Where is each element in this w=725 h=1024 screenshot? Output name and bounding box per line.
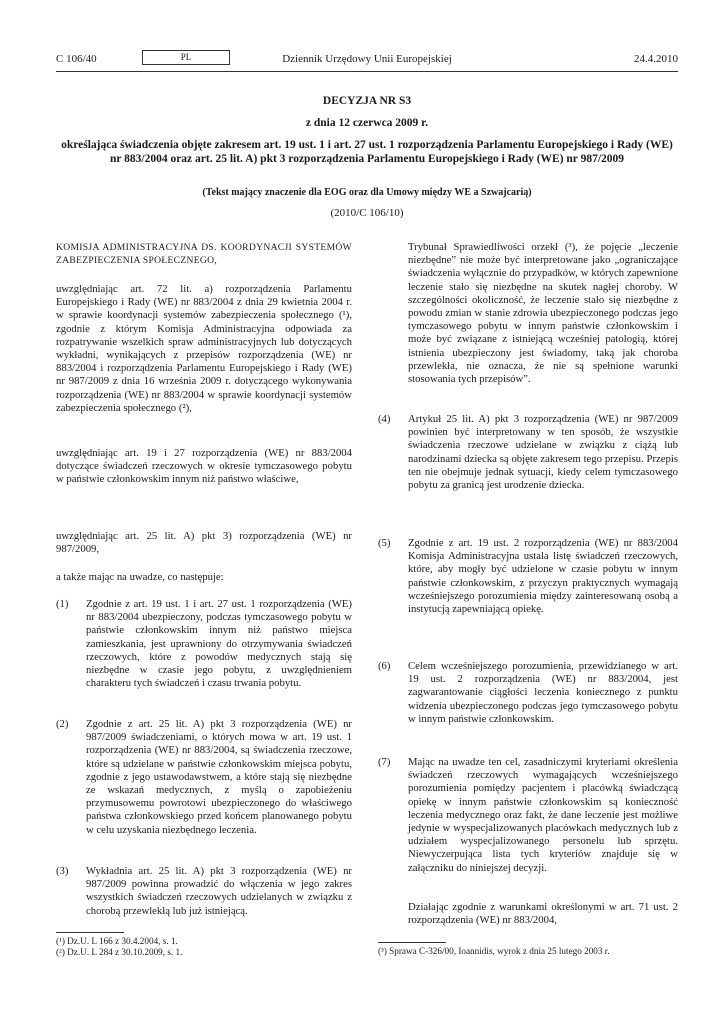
recital-item-2 [56, 718, 352, 878]
recital-item-1 [56, 598, 352, 728]
footnote-rule-right [378, 942, 446, 943]
recital-item-6 [378, 660, 678, 740]
right-column [378, 241, 678, 941]
recital-number: (1) [56, 598, 69, 610]
recital-item-7 [378, 756, 678, 906]
eea-relevance: (Tekst mający znaczenie dla EOG oraz dla Umowy między WE a Szwajcarią) [202, 187, 532, 198]
recital-number: (2) [56, 718, 69, 730]
left-column [56, 241, 352, 1001]
footnote-1: (¹) Dz.U. L 166 z 30.4.2004, s. 1. [56, 936, 178, 946]
recital-number: (3) [56, 865, 69, 877]
page-header [56, 53, 678, 69]
recital-text: Zgodnie z art. 25 lit. A) pkt 3 rozporządzenia (WE) nr 987/2009 świadczeniami, o których mowa w art. 19 ust. 1 rozporządzenia (WE) nr 883/2004, są świadczenia rzeczowe, które są udzielane w państwie członkowskim miejsca pobytu, zgodnie z jego ustawodawstwem, a które stają się niezbędne ze wskazań medycznych, z myślą o zapobieżeniu przymusowemu powrotowi ubezpieczonego do właściwego państwa członkowskiego przed końcem planowanego pobytu w celu uzyskania niezbędnego leczenia. [86, 718, 352, 836]
footnote-2: (²) Dz.U. L 284 z 30.10.2009, s. 1. [56, 947, 183, 957]
recital-text: Artykuł 25 lit. A) pkt 3 rozporządzenia (WE) nr 987/2009 powinien być interpretowany w ten sposób, że wszystkie świadczenia rzeczowe udzielane w związku z ciążą lub narodzinami dziecka są objęte zakresem tego przepisu. Przepis ten nie obejmuje jednak sytuacji, kiedy celem tymczasowego pobytu za granicą jest urodzenie dziecka. [408, 413, 678, 492]
recital-item-5 [378, 537, 678, 647]
journal-reference: C 106/40 [56, 53, 97, 65]
footnote-rule-left [56, 932, 124, 933]
journal-title: Dziennik Urzędowy Unii Europejskiej [282, 53, 452, 65]
commission-name: KOMISJA ADMINISTRACYJNA DS. KOORDYNACJI SYSTEMÓW ZABEZPIECZENIA SPOŁECZNEGO, [56, 242, 352, 267]
recital-text: Zgodnie z art. 19 ust. 2 rozporządzenia (WE) nr 883/2004 Komisja Administracyjna ustala listę świadczeń rzeczowych, które, aby mogły być udzielone w czasie pobytu w innym państwie członkowskim, z przyczyn praktycznych wymagają wcześniejszego porozumienia między zainteresowaną osobą a instytucją zapewniającą opiekę. [408, 537, 678, 616]
recital-intro: a także mając na uwadze, co następuje: [56, 571, 224, 583]
recital-text: Celem wcześniejszego porozumienia, przewidzianego w art. 19 ust. 2 rozporządzenia (WE) nr 883/2004, jest zagwarantowanie ciągłości leczenia koniecznego z punktu widzenia ubezpieczonego podczas jego tymczasowego pobytu w innym państwie członkowskim. [408, 660, 678, 725]
document-code: (2010/C 106/10) [330, 207, 404, 219]
recital-number: (4) [378, 413, 391, 425]
recital-number: (6) [378, 660, 391, 672]
footnote-3: (³) Sprawa C-326/00, Ioannidis, wyrok z dnia 25 lutego 2003 r. [378, 946, 610, 956]
decision-subject: określająca świadczenia objęte zakresem art. 19 ust. 1 i art. 27 ust. 1 rozporządzenia Parlamentu Europejskiego i Rady (WE) nr 883/2004 oraz art. 25 lit. A) pkt 3 rozporządzenia Parlamentu Europejskiego i Rady (WE) nr 987/2009 [61, 139, 673, 165]
recital-item-4 [378, 413, 678, 513]
recital-item-3 [56, 865, 352, 945]
recital-basis-1: uwzględniając art. 72 lit. a) rozporządzenia Parlamentu Europejskiego i Rady (WE) nr 883/2004 z dnia 29 kwietnia 2004 r. w sprawie koordynacji systemów zabezpieczenia społecznego (¹), zgodnie z którym Komisja Administracyjna odpowiada za rozpatrywanie wszelkich spraw administracyjnych lub dotyczących wykładni, wynikających z przepisów rozporządzenia (WE) nr 883/2004 i rozporządzenia Parlamentu Europejskiego i Rady (WE) nr 987/2009 z dnia 16 września 2009 r. dotyczącego wykonywania rozporządzenia (WE) nr 883/2004 w sprawie koordynacji systemów zabezpieczenia społecznego (²), [56, 283, 352, 414]
publication-date: 24.4.2010 [634, 53, 678, 65]
recital-3-continuation: Trybunał Sprawiedliwości orzekł (³), że pojęcie „leczenie niezbędne” nie może być interpretowane jako „ograniczające świadczenia wyłącznie do przypadków, w których zapewnione leczenie stało się niezbędne na skutek nagłej choroby. W szczególności okoliczność, że leczenie stało się niezbędne z powodu zmian w stanie zdrowia ubezpieczonego podczas jego tymczasowego pobytu w innym państwie członkowskim i może być związane z istniejącą wcześniej patologią, której istnienia ubezpieczony jest świadomy, taką jak choroba przewlekła, nie oznacza, że nie są spełnione warunki stosowania tych przepisów”. [408, 241, 678, 386]
recital-text: Wykładnia art. 25 lit. A) pkt 3 rozporządzenia (WE) nr 987/2009 powinna prowadzić do włączenia w jego zakres wszystkich świadczeń rzeczowych udzielanych w związku z chorobą przewlekłą lub już istniejącą. [86, 865, 352, 917]
recital-basis-3: uwzględniając art. 25 lit. A) pkt 3) rozporządzenia (WE) nr 987/2009, [56, 530, 352, 556]
header-rule [56, 71, 678, 72]
decision-date: z dnia 12 czerwca 2009 r. [305, 117, 429, 129]
recital-text: Mając na uwadze ten cel, zasadniczymi kryteriami określenia świadczeń rzeczowych wymagających wcześniejszego porozumienia pomiędzy pacjentem i placówką świadczącą opiekę w innym państwie członkowskim są konieczność leczenia medycznego oraz fakt, że dane leczenie jest możliwe jedynie w wyspecjalizowanych placówkach medycznych lub z udziałem wyspecjalizowanego personelu lub sprzętu. Niewyczerpująca lista tych kryteriów znajduje się w załączniku do niniejszej decyzji. [408, 756, 678, 874]
closing-clause: Działając zgodnie z warunkami określonymi w art. 71 ust. 2 rozporządzenia (WE) nr 883/2004, [408, 901, 678, 927]
recital-text: Zgodnie z art. 19 ust. 1 i art. 27 ust. 1 rozporządzenia (WE) nr 883/2004 ubezpieczony, podczas tymczasowego pobytu w państwie członkowskim innym niż państwo miejsca zamieszkania, jest uprawniony do otrzymywania świadczeń rzeczowych, które z powodów medycznych stają się niezbędne w czasie jego pobytu, z uwzględnieniem charakteru tych świadczeń i czasu trwania pobytu. [86, 598, 352, 690]
language-badge: PL [142, 50, 230, 65]
decision-number: DECYZJA NR S3 [322, 95, 412, 107]
recital-number: (5) [378, 537, 391, 549]
recital-basis-2: uwzględniając art. 19 i 27 rozporządzenia (WE) nr 883/2004 dotyczące świadczeń rzeczowych w okresie tymczasowego pobytu w państwie członkowskim innym niż państwo właściwe, [56, 447, 352, 486]
recital-number: (7) [378, 756, 391, 768]
